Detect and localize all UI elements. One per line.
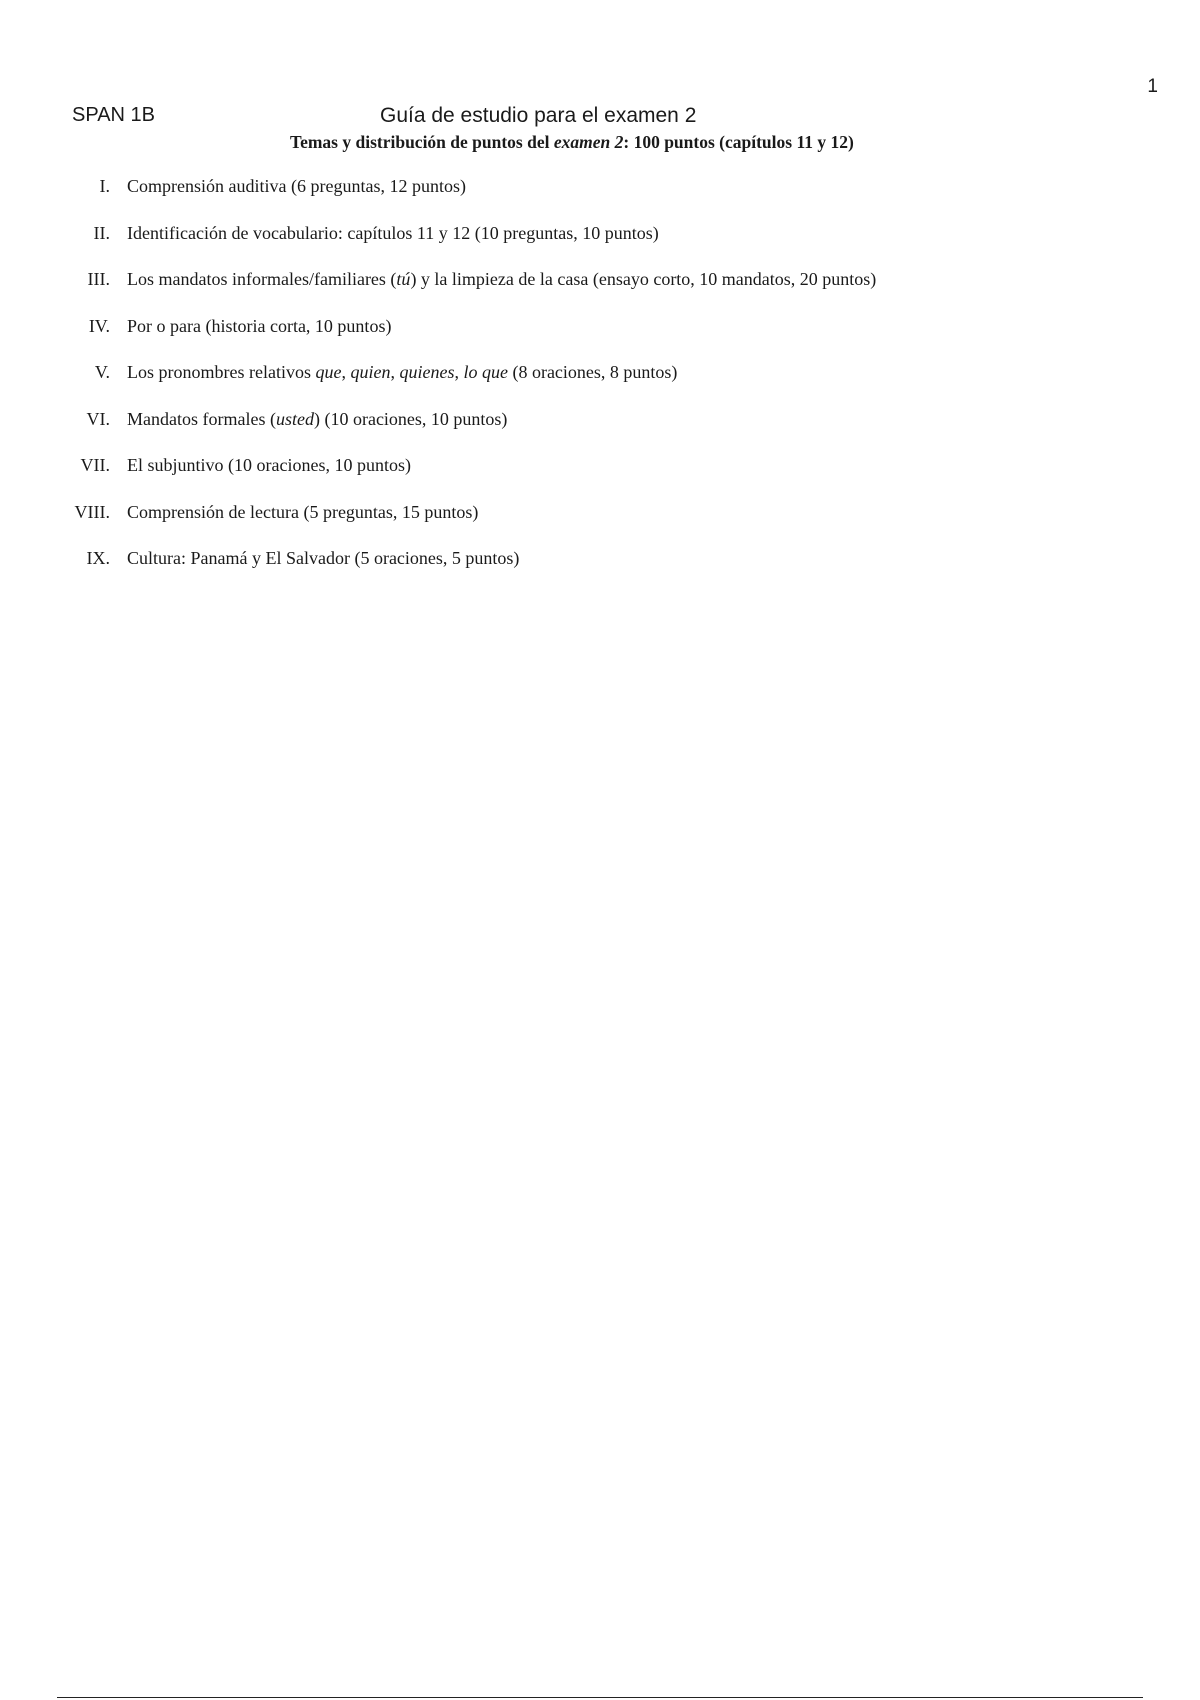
topic-text-segment: Cultura: Panamá y El Salvador (5 oraciones, 5 puntos) xyxy=(127,548,520,568)
topic-numeral: I. xyxy=(99,176,110,196)
course-code: SPAN 1B xyxy=(72,104,155,126)
subtitle-emphasis: examen 2 xyxy=(553,132,624,152)
topic-text-italic: tú xyxy=(396,269,411,289)
topic-text-segment: , xyxy=(454,362,464,382)
topic-numeral: II. xyxy=(93,222,110,243)
topic-text xyxy=(110,455,411,476)
page-number: 1 xyxy=(1147,76,1158,97)
topic-text-italic: quien xyxy=(350,362,391,382)
topic-numeral: IV. xyxy=(88,315,110,336)
topic-text-italic: usted xyxy=(275,408,314,429)
topic-item xyxy=(0,316,1200,363)
topic-item xyxy=(0,548,1200,595)
topic-text xyxy=(110,502,478,523)
topic-text-italic: quienes xyxy=(399,362,455,382)
topic-text-segment: , xyxy=(341,362,351,382)
topic-text-segment: ) y la limpieza de la casa (ensayo corto, 10 mandatos, 20 puntos) xyxy=(410,269,877,289)
topic-text xyxy=(110,316,391,337)
topic-text-segment: Los mandatos informales/familiares ( xyxy=(127,269,397,289)
topic-item xyxy=(0,223,1200,270)
topic-text-segment: Por o para (historia corta, 10 puntos) xyxy=(127,315,392,336)
topic-numeral: VIII. xyxy=(74,501,110,522)
subtitle-suffix: : 100 puntos (capítulos 11 y 12) xyxy=(623,132,854,152)
topic-numeral: V. xyxy=(94,362,110,382)
topic-text-segment: (8 oraciones, 8 puntos) xyxy=(507,362,678,382)
document-subtitle xyxy=(0,132,1200,153)
topic-list xyxy=(0,176,1200,595)
topic-numeral: IX. xyxy=(86,548,110,568)
topic-item xyxy=(0,269,1200,316)
topic-text-segment: Comprensión de lectura (5 preguntas, 15 puntos) xyxy=(127,501,479,522)
topic-item xyxy=(0,362,1200,409)
topic-numeral: III. xyxy=(87,269,110,289)
topic-text xyxy=(110,223,659,244)
topic-numeral: VII. xyxy=(80,455,110,475)
topic-text xyxy=(110,362,677,383)
topic-text xyxy=(110,548,519,569)
topic-item xyxy=(0,409,1200,456)
topic-text-italic: lo que xyxy=(463,362,508,382)
topic-numeral: VI. xyxy=(86,408,110,429)
topic-text-segment: Los pronombres relativos xyxy=(127,362,316,382)
topic-text-segment: El subjuntivo (10 oraciones, 10 puntos) xyxy=(127,455,411,475)
topic-text xyxy=(110,176,466,197)
topic-text-italic: que xyxy=(315,362,342,382)
topic-text xyxy=(110,409,507,430)
subtitle-prefix: Temas y distribución de puntos del xyxy=(290,132,554,152)
topic-item xyxy=(0,176,1200,223)
footer-divider xyxy=(57,1697,1143,1698)
topic-text-segment: , xyxy=(390,362,400,382)
topic-item xyxy=(0,502,1200,549)
topic-text xyxy=(110,269,876,290)
topic-item xyxy=(0,455,1200,502)
topic-text-segment: Mandatos formales ( xyxy=(127,408,276,429)
topic-text-segment: Comprensión auditiva (6 preguntas, 12 puntos) xyxy=(127,176,466,196)
topic-text-segment: ) (10 oraciones, 10 puntos) xyxy=(313,408,508,429)
topic-text-segment: Identificación de vocabulario: capítulos 11 y 12 (10 preguntas, 10 puntos) xyxy=(127,222,659,243)
document-title: Guía de estudio para el examen 2 xyxy=(380,104,697,127)
